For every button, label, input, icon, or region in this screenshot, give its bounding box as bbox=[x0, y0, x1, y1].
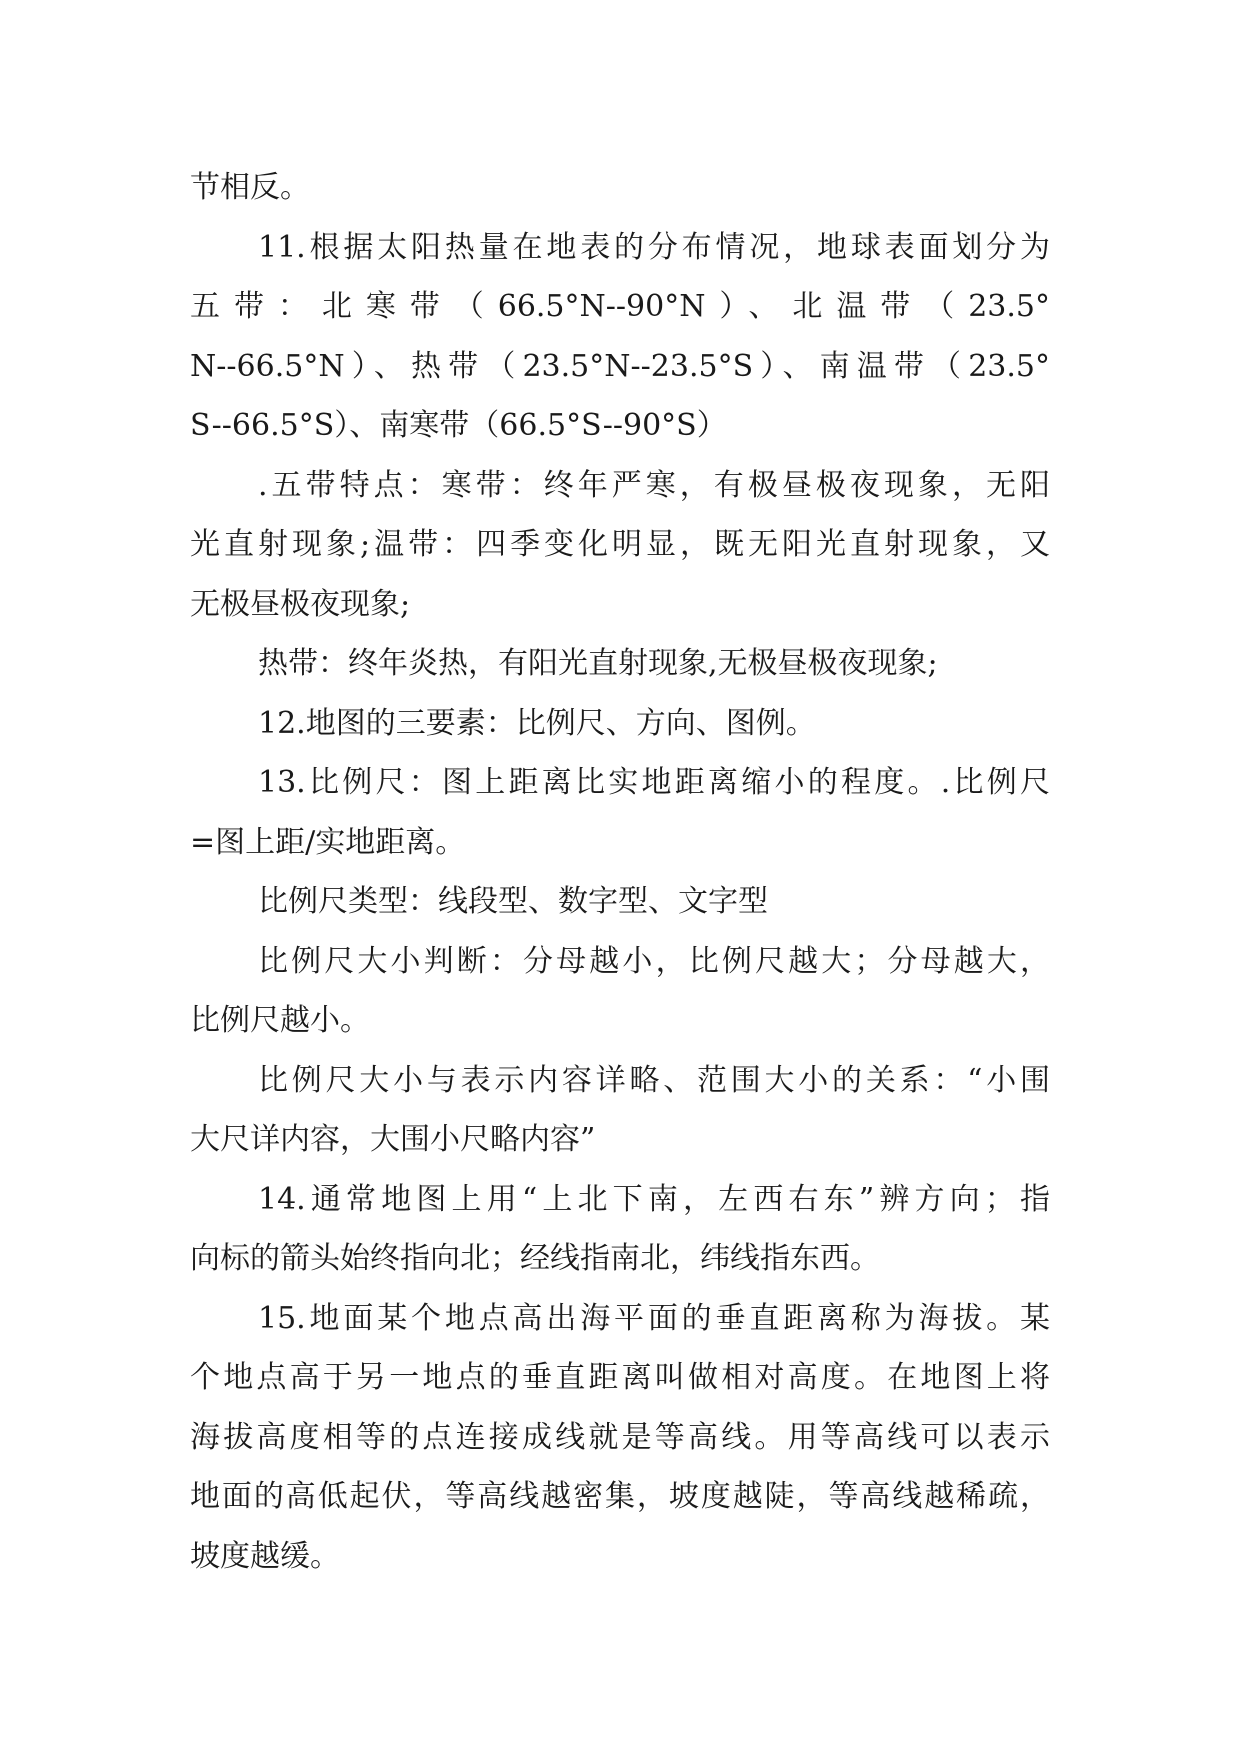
text-line: .五带特点：寒带：终年严寒，有极昼极夜现象，无阳 bbox=[258, 467, 1050, 503]
text-line: 比例尺大小判断：分母越小，比例尺越大；分母越大， bbox=[258, 943, 1050, 979]
text-line: 13.比例尺：图上距离比实地距离缩小的程度。.比例尺 bbox=[258, 765, 1050, 800]
text-line: 大尺详内容，大围小尺略内容” bbox=[190, 1122, 596, 1157]
text-line: 地面的高低起伏，等高线越密集，坡度越陡，等高线越稀疏， bbox=[190, 1479, 1050, 1514]
text-line: 15.地面某个地点高出海平面的垂直距离称为海拔。某 bbox=[258, 1300, 1050, 1336]
text-line: 无极昼极夜现象; bbox=[190, 586, 411, 622]
text-line: 节相反。 bbox=[190, 170, 310, 205]
text-line: =图上距/实地距离。 bbox=[190, 824, 466, 860]
text-line: 热带：终年炎热，有阳光直射现象,无极昼极夜现象; bbox=[258, 646, 938, 681]
text-line: 个地点高于另一地点的垂直距离叫做相对高度。在地图上将 bbox=[190, 1360, 1050, 1395]
text-line: 五带：北寒带（66.5°N--90°N）、北温带（23.5° bbox=[190, 289, 1050, 324]
text-line: N--66.5°N）、热带（23.5°N--23.5°S）、南温带（23.5° bbox=[190, 348, 1050, 384]
text-line: 比例尺大小与表示内容详略、范围大小的关系：“小围 bbox=[258, 1062, 1050, 1098]
text-line: 坡度越缓。 bbox=[190, 1538, 340, 1574]
text-line: 光直射现象;温带：四季变化明显，既无阳光直射现象，又 bbox=[190, 527, 1050, 562]
text-line: 11.根据太阳热量在地表的分布情况，地球表面划分为 bbox=[258, 229, 1050, 265]
text-line: 海拔高度相等的点连接成线就是等高线。用等高线可以表示 bbox=[190, 1419, 1050, 1455]
text-line: 向标的箭头始终指向北；经线指南北，纬线指东西。 bbox=[190, 1241, 880, 1276]
document-body bbox=[190, 158, 1050, 1586]
text-line: 12.地图的三要素：比例尺、方向、图例。 bbox=[258, 705, 816, 741]
text-line: 比例尺越小。 bbox=[190, 1003, 370, 1038]
text-line: 14.通常地图上用“上北下南，左西右东”辨方向；指 bbox=[258, 1181, 1050, 1217]
text-line: 比例尺类型：线段型、数字型、文字型 bbox=[258, 884, 768, 919]
text-line: S--66.5°S）、南寒带（66.5°S--90°S） bbox=[190, 408, 727, 443]
